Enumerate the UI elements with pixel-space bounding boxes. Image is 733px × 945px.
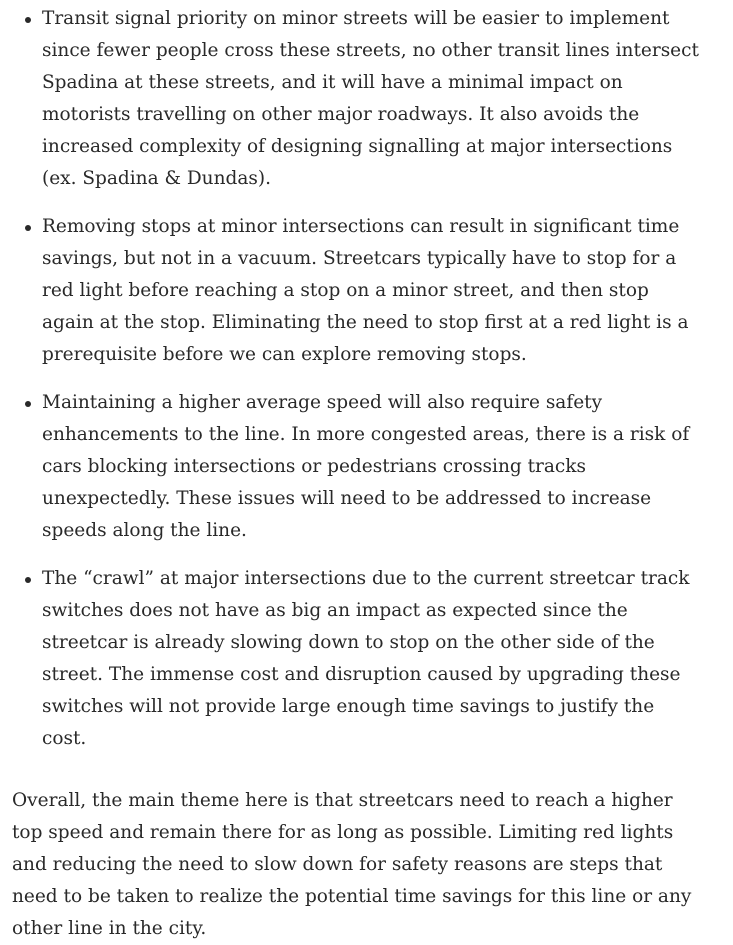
list-item-text: Transit signal priority on minor streets will be easier to implement since fewer people cross these streets, no other transit lines intersect Spadina at these streets, and it will have a minimal impact on motorists travelling on other major roadways. It also avoids the increased complexity of designing signalling at major intersections (ex. Spadina & Dundas). [42,8,699,189]
list-item [12,387,702,547]
bullet-dot-icon [25,17,31,23]
list-item-text: Removing stops at minor intersections can result in significant time savings, but not in a vacuum. Streetcars typically have to stop for a red light before reaching a stop on a minor street, and then stop again at the stop. Eliminating the need to stop first at a red light is a prerequisite before we can explore removing stops. [42,216,689,365]
bullet-dot-icon [25,401,31,407]
list-item [12,3,702,195]
bullet-dot-icon [25,225,31,231]
list-item-text: The “crawl” at major intersections due to the current streetcar track switches does not have as big an impact as expected since the streetcar is already slowing down to stop on the other side of the street. The immense cost and disruption caused by upgrading these switches will not provide large enough time savings to justify the cost. [42,568,690,749]
bullet-list [12,0,702,755]
conclusion-paragraph: Overall, the main theme here is that streetcars need to reach a higher top speed and remain there for as long as possible. Limiting red lights and reducing the need to slow down for safety reasons are steps that need to be taken to realize the potential time savings for this line or any other line in the city. [12,790,692,939]
list-item [12,563,702,755]
list-item-text: Maintaining a higher average speed will also require safety enhancements to the line. In more congested areas, there is a risk of cars blocking intersections or pedestrians crossing tracks unexpectedly. These issues will need to be addressed to increase speeds along the line. [42,392,690,541]
list-item [12,211,702,371]
bullet-dot-icon [25,577,31,583]
